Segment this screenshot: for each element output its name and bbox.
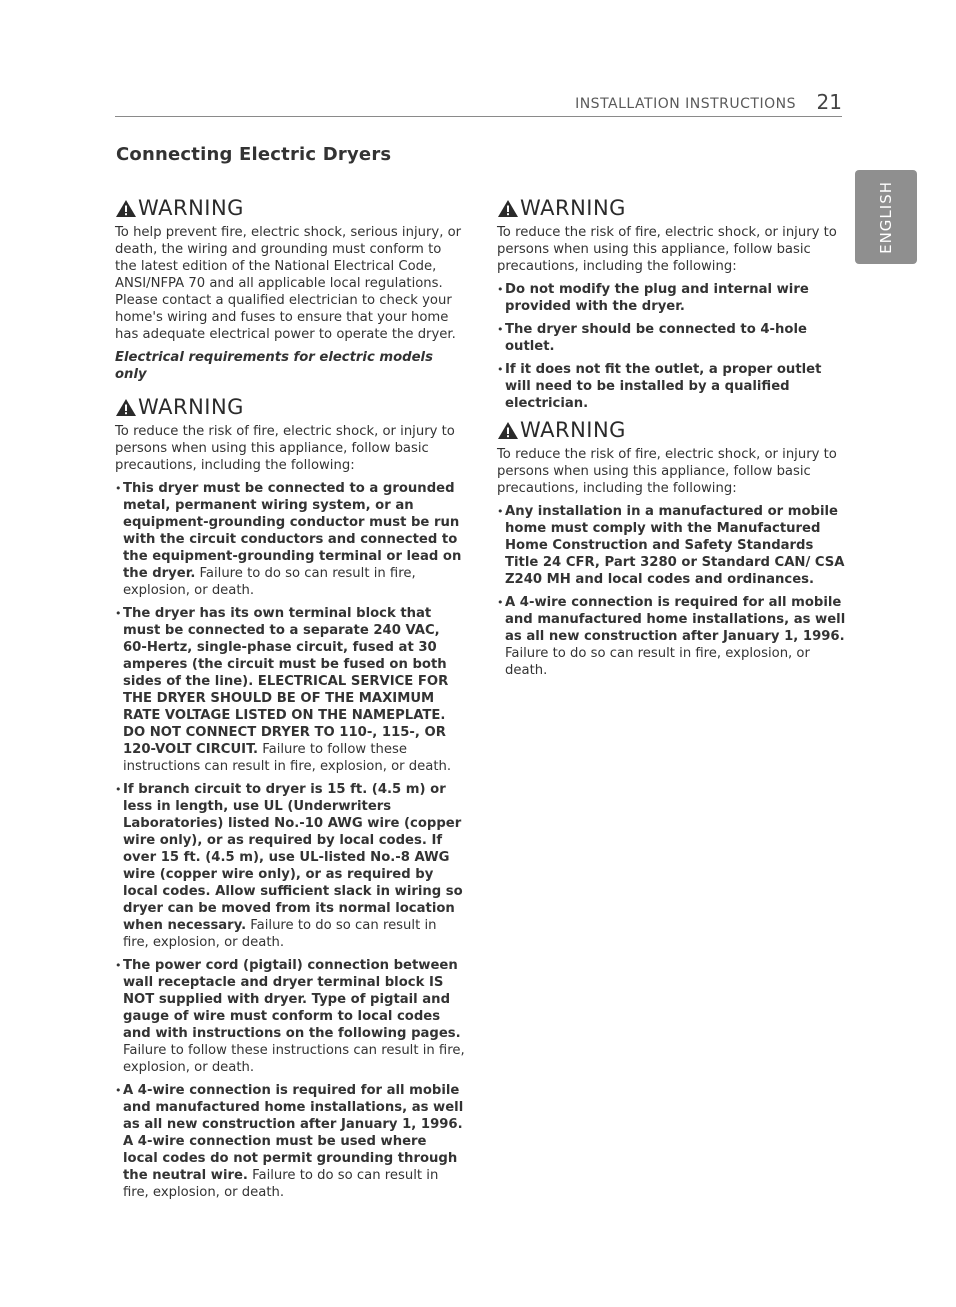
list-item: • A 4-wire connection is required for all mobile and manufactured home installations, as well as all new construction after January 1, 1996. A 4-wire connection must be used where local codes do not permit grounding through the neutral wire. Failure to do so can result in fire, explosion, or death. [115,1082,465,1201]
warning-intro: To reduce the risk of fire, electric shock, or injury to persons when using this appliance, follow basic precautions, including the following: [115,424,455,473]
warning-triangle-icon [115,398,137,417]
warning-intro: To reduce the risk of fire, electric shock, or injury to persons when using this appliance, follow basic precautions, including the following: [497,447,837,496]
warning-heading [115,196,465,220]
precaution-list [115,480,465,1201]
warning-triangle-icon [115,199,137,218]
precaution-list [497,503,847,679]
list-item: • The power cord (pigtail) connection between wall receptacle and dryer terminal block IS NOT supplied with dryer. Type of pigtail and gauge of wire must conform to local codes and with instructions on the following pages. Failure to follow these instructions can result in fire, explosion, or death. [115,957,465,1076]
section-title: Connecting Electric Dryers [116,144,392,165]
list-item: • The dryer should be connected to 4-hole outlet. [497,321,847,355]
precaution-list [497,281,847,412]
language-tab-label: ENGLISH [877,180,895,254]
list-item: • If branch circuit to dryer is 15 ft. (4.5 m) or less in length, use UL (Underwriters Laboratories) listed No.-10 AWG wire (copper wire only), or as required by local codes. If over 15 ft. (4.5 m), use UL-listed No.-8 AWG wire (copper wire only), or as required by local codes. Allow sufficient slack in wiring so dryer can be moved from its normal location when necessary. Failure to do so can result in fire, explosion, or death. [115,781,465,951]
list-item: • Any installation in a manufactured or mobile home must comply with the Manufactured Home Construction and Safety Standards Title 24 CFR, Part 3280 or Standard CAN/ CSA Z240 MH and local codes and ordinances. [497,503,847,588]
warning-triangle-icon [497,199,519,218]
warning-heading [115,395,465,419]
warning-heading-text: WARNING [138,196,244,220]
list-item: • This dryer must be connected to a grounded metal, permanent wiring system, or an equipment-grounding conductor must be run with the circuit conductors and connected to the equipment-grounding terminal or lead on the dryer. Failure to do so can result in fire, explosion, or death. [115,480,465,599]
list-item: • A 4-wire connection is required for all mobile and manufactured home installations, as well as all new construction after January 1, 1996. Failure to do so can result in fire, explosion, or death. [497,594,847,679]
warning-heading [497,418,847,442]
page-header [115,90,842,117]
left-column [115,196,465,1207]
warning-heading-text: WARNING [520,418,626,442]
header-title: INSTALLATION INSTRUCTIONS [575,96,796,112]
list-item: • Do not modify the plug and internal wire provided with the dryer. [497,281,847,315]
page-number: 21 [816,90,842,114]
warning-heading-text: WARNING [138,395,244,419]
list-item: • The dryer has its own terminal block that must be connected to a separate 240 VAC, 60-Hertz, single-phase circuit, fused at 30 amperes (the circuit must be fused on both sides of the line). ELECTRICAL SERVICE FOR THE DRYER SHOULD BE OF THE MAXIMUM RATE VOLTAGE LISTED ON THE NAMEPLATE. DO NOT CONNECT DRYER TO 110-, 115-, OR 120-VOLT CIRCUIT. Failure to follow these instructions can result in fire, explosion, or death. [115,605,465,775]
list-item: • If it does not fit the outlet, a proper outlet will need to be installed by a qualified electrician. [497,361,847,412]
warning-body: To help prevent fire, electric shock, serious injury, or death, the wiring and grounding must conform to the latest edition of the National Electrical Code, ANSI/NFPA 70 and all applicable local regulations. Please contact a qualified electrician to check your home's wiring and fuses to ensure that your home has adequate electrical power to operate the dryer. [115,225,462,342]
warning-heading [497,196,847,220]
warning-triangle-icon [497,421,519,440]
warning-heading-text: WARNING [520,196,626,220]
right-column [497,196,847,685]
warning-intro: To reduce the risk of fire, electric shock, or injury to persons when using this appliance, follow basic precautions, including the following: [497,225,837,274]
electrical-requirements-note: Electrical requirements for electric models only [115,350,433,382]
language-tab [855,170,917,264]
